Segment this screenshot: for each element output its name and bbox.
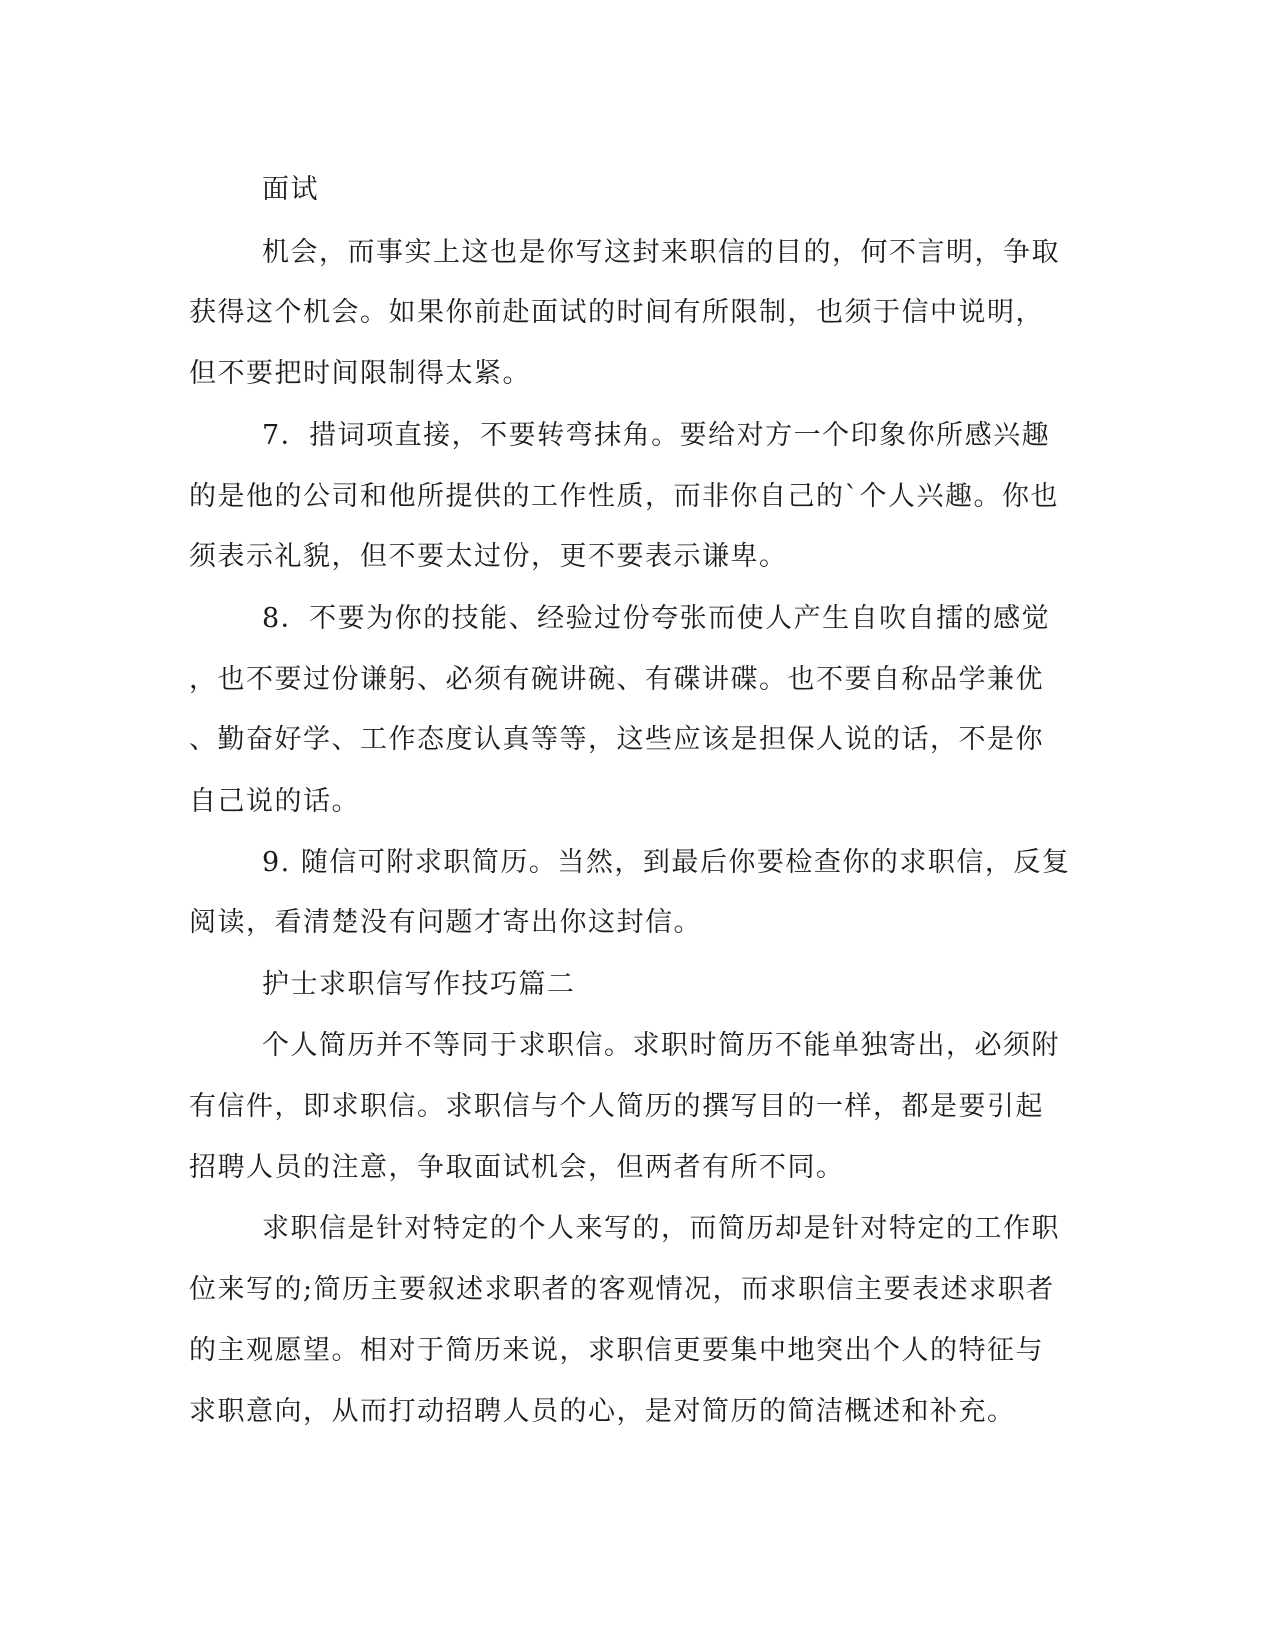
text-line: 招聘人员的注意，争取面试机会，但两者有所不同。: [189, 1152, 845, 1183]
text-line: 自己说的话。: [189, 786, 360, 817]
text-line: 机会，而事实上这也是你写这封来职信的目的，何不言明，争取: [262, 237, 1060, 268]
text-line: 须表示礼貌，但不要太过份，更不要表示谦卑。: [189, 541, 788, 572]
text-line: 7．措词项直接，不要转弯抹角。要给对方一个印象你所感兴趣: [262, 420, 1051, 451]
text-line: 、勤奋好学、工作态度认真等等，这些应该是担保人说的话，不是你: [189, 724, 1044, 755]
text-line: 的主观愿望。相对于简历来说，求职信更要集中地突出个人的特征与: [189, 1335, 1044, 1366]
text-line: 位来写的;简历主要叙述求职者的客观情况，而求职信主要表述求职者: [189, 1274, 1055, 1305]
text-line: 求职信是针对特定的个人来写的，而简历却是针对特定的工作职: [262, 1213, 1060, 1244]
text-line: 个人简历并不等同于求职信。求职时简历不能单独寄出，必须附: [262, 1030, 1060, 1061]
text-line: 8．不要为你的技能、经验过份夸张而使人产生自吹自擂的感觉: [262, 603, 1051, 634]
text-line: 求职意向，从而打动招聘人员的心，是对简历的简洁概述和补充。: [189, 1396, 1016, 1427]
text-line: 面试: [262, 174, 319, 205]
text-line: 9. 随信可附求职简历。当然，到最后你要检查你的求职信，反复: [262, 847, 1071, 878]
text-line: 获得这个机会。如果你前赴面试的时间有所限制，也须于信中说明，: [189, 297, 1044, 328]
section-heading: 护士求职信写作技巧篇二: [262, 969, 576, 1000]
text-line: ，也不要过份谦躬、必须有碗讲碗、有碟讲碟。也不要自称品学兼优: [189, 664, 1044, 695]
text-line: 的是他的公司和他所提供的工作性质，而非你自己的`个人兴趣。你也: [189, 481, 1059, 512]
text-line: 有信件，即求职信。求职信与个人简历的撰写目的一样，都是要引起: [189, 1091, 1044, 1122]
text-line: 但不要把时间限制得太紧。: [189, 358, 531, 389]
text-line: 阅读，看清楚没有问题才寄出你这封信。: [189, 907, 702, 938]
